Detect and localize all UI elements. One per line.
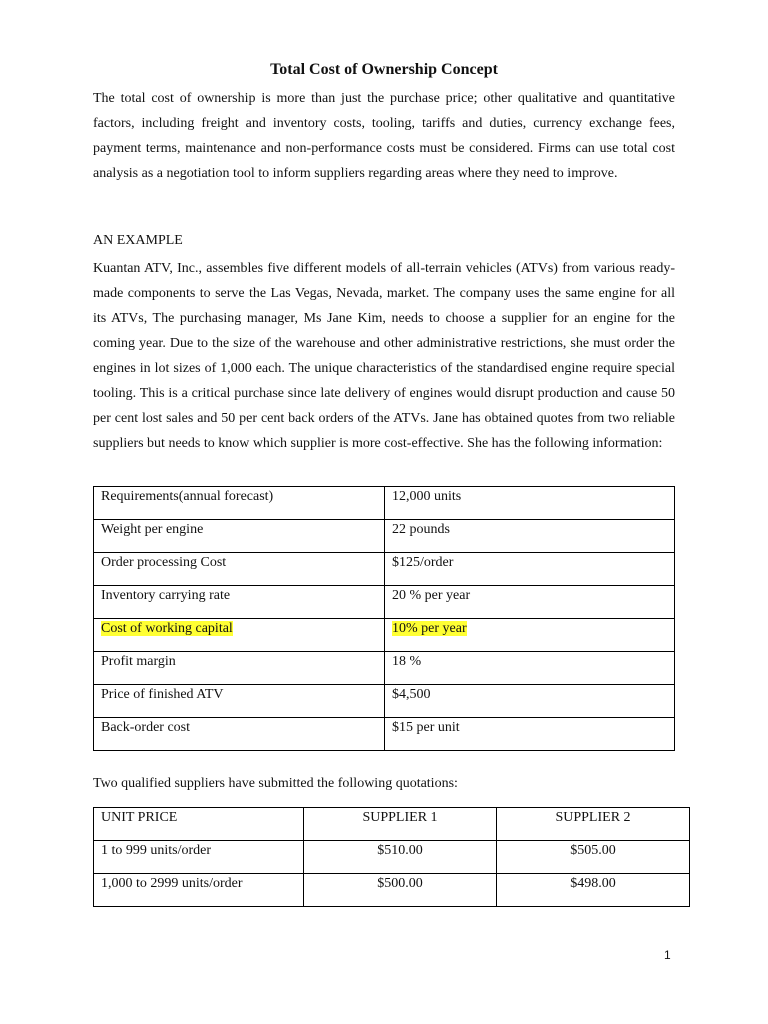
requirement-value: 12,000 units (385, 487, 675, 520)
quotations-table (93, 807, 690, 907)
table-row (94, 553, 675, 586)
table-row (94, 586, 675, 619)
requirement-value (385, 619, 675, 652)
quantity-range: 1 to 999 units/order (94, 841, 304, 874)
table-row (94, 874, 690, 907)
highlighted-text: 10% per year (392, 621, 467, 636)
highlighted-text: Cost of working capital (101, 621, 233, 636)
requirement-label: Weight per engine (94, 520, 385, 553)
requirements-table (93, 486, 675, 751)
requirement-value: 20 % per year (385, 586, 675, 619)
intro-paragraph: The total cost of ownership is more than just the purchase price; other qualitative and quantitative factors, including freight and inventory costs, tooling, tariffs and duties, currency exchange fees, payment terms, maintenance and non-performance costs must be considered. Firms can use total cost analysis as a negotiation tool to inform suppliers regarding areas where they need to improve. (93, 91, 675, 181)
column-header: SUPPLIER 1 (304, 808, 497, 841)
supplier-2-price: $498.00 (497, 874, 690, 907)
table-row-highlighted (94, 619, 675, 652)
example-paragraph: Kuantan ATV, Inc., assembles five different models of all-terrain vehicles (ATVs) from various ready-made components to serve the Las Vegas, Nevada, market. The company uses the same engine for all its ATVs, The purchasing manager, Ms Jane Kim, needs to choose a supplier for an engine for the coming year. Due to the size of the warehouse and other administrative restrictions, she must order the engines in lot sizes of 1,000 each. The unique characteristics of the standardised engine require special tooling. This is a critical purchase since late delivery of engines would disrupt production and cause 50 per cent lost sales and 50 per cent back orders of the ATVs. Jane has obtained quotes from two reliable suppliers but needs to know which supplier is more cost-effective. She has the following information: (93, 261, 675, 451)
quotes-intro: Two qualified suppliers have submitted the following quotations: (93, 776, 458, 791)
supplier-1-price: $510.00 (304, 841, 497, 874)
quantity-range: 1,000 to 2999 units/order (94, 874, 304, 907)
table-row (94, 487, 675, 520)
example-heading: AN EXAMPLE (93, 233, 183, 248)
requirement-label: Back-order cost (94, 718, 385, 751)
table-row (94, 841, 690, 874)
document-title: Total Cost of Ownership Concept (270, 61, 498, 78)
requirement-label: Profit margin (94, 652, 385, 685)
requirement-label: Price of finished ATV (94, 685, 385, 718)
table-header-row (94, 808, 690, 841)
requirement-value: 22 pounds (385, 520, 675, 553)
table-row (94, 652, 675, 685)
table-row (94, 520, 675, 553)
requirement-label (94, 619, 385, 652)
page-number: 1 (664, 948, 671, 962)
requirement-value: 18 % (385, 652, 675, 685)
column-header: SUPPLIER 2 (497, 808, 690, 841)
requirement-label: Requirements(annual forecast) (94, 487, 385, 520)
supplier-2-price: $505.00 (497, 841, 690, 874)
requirement-label: Inventory carrying rate (94, 586, 385, 619)
table-row (94, 685, 675, 718)
requirement-value: $4,500 (385, 685, 675, 718)
requirement-value: $15 per unit (385, 718, 675, 751)
requirement-value: $125/order (385, 553, 675, 586)
supplier-1-price: $500.00 (304, 874, 497, 907)
requirement-label: Order processing Cost (94, 553, 385, 586)
table-row (94, 718, 675, 751)
column-header: UNIT PRICE (94, 808, 304, 841)
